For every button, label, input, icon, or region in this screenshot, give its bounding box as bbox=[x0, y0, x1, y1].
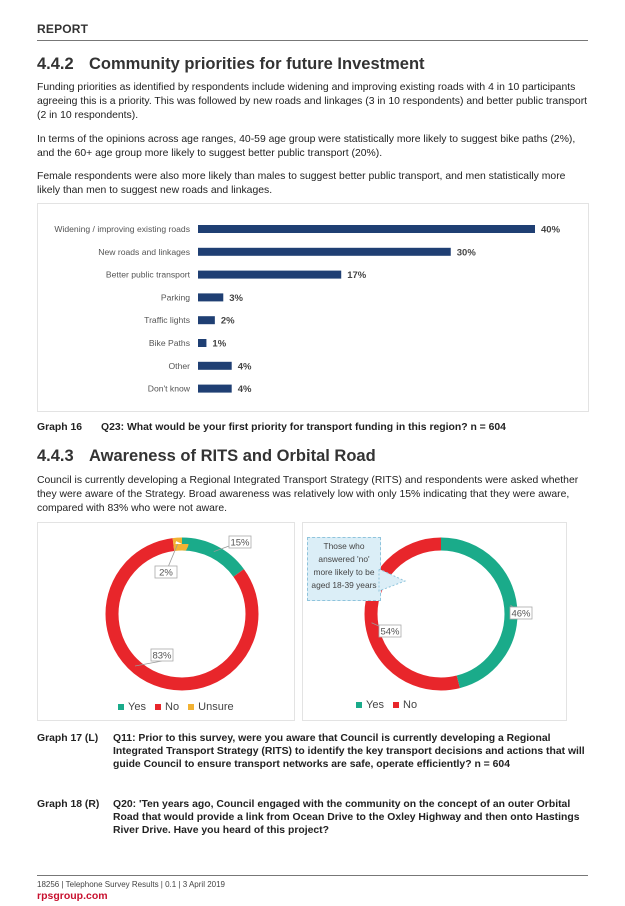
footer-website-link[interactable]: rpsgroup.com bbox=[37, 890, 108, 902]
footer-divider bbox=[37, 875, 588, 876]
bar-value-label: 4% bbox=[237, 361, 252, 373]
legend-no-label: No bbox=[165, 701, 180, 713]
bar-value-label: 17% bbox=[347, 270, 367, 282]
legend-swatch-yes bbox=[356, 702, 362, 708]
graph18-text: Q20: 'Ten years ago, Council engaged with the community on the concept of an outer Orbital Road that would provide a link from Ocean Drive to the Oxley Highway and then onto Hastings River Drive. Have you heard of this project? bbox=[113, 799, 580, 836]
bar-category-label: Other bbox=[168, 360, 190, 371]
section-title: Awareness of RITS and Orbital Road bbox=[89, 447, 376, 465]
legend-unsure-label: Unsure bbox=[198, 701, 234, 713]
bar bbox=[198, 271, 341, 279]
graph17-text: Q11: Prior to this survey, were you aware that Council is currently developing a Regional Integrated Transport Strategy (RITS) to identify the key transport decisions and actions that will guide Council to ensure transport networks are safe, operate efficiently? n = 604 bbox=[113, 733, 585, 770]
bar bbox=[198, 248, 451, 256]
bar-value-label: 40% bbox=[541, 224, 561, 236]
priority-bar-chart bbox=[38, 204, 588, 411]
footer-text: 18256 | Telephone Survey Results | 0.1 | 3 April 2019 bbox=[37, 880, 225, 889]
callout-annotation: Those who answered 'no' more likely to be aged 18-39 years bbox=[307, 537, 381, 601]
bar-value-label: 3% bbox=[229, 292, 244, 304]
left-legend bbox=[118, 701, 240, 713]
bar bbox=[198, 339, 206, 347]
legend-unsure bbox=[188, 701, 233, 713]
bar-category-label: Bike Paths bbox=[148, 338, 190, 348]
bar-category-label: Parking bbox=[160, 292, 190, 303]
callout-pointer bbox=[373, 569, 407, 593]
data-label: 15% bbox=[230, 537, 250, 549]
graph18-caption bbox=[37, 798, 589, 840]
donut-right-panel bbox=[302, 522, 567, 721]
bar-value-label: 4% bbox=[237, 384, 252, 396]
bar bbox=[198, 362, 232, 370]
bar bbox=[198, 293, 223, 301]
legend-no bbox=[155, 701, 179, 713]
data-label: 83% bbox=[152, 650, 172, 662]
bar-category-label: Traffic lights bbox=[144, 315, 190, 326]
section2-paragraph: Council is currently developing a Regional Integrated Transport Strategy (RITS) and respondents were asked whether they were aware of the Strategy. Broad awareness was relatively low with only 15% indicating that they were aware, compared with 83% who were not aware. bbox=[37, 475, 579, 514]
legend-yes bbox=[356, 699, 384, 711]
graph16-text: Q23: What would be your first priority for transport funding in this region? n = 604 bbox=[101, 422, 506, 433]
legend-swatch-no bbox=[393, 702, 399, 708]
right-legend bbox=[356, 699, 423, 711]
bar-category-label: Better public transport bbox=[105, 269, 190, 280]
bar-value-label: 30% bbox=[456, 247, 476, 259]
graph17-label: Graph 17 (L) bbox=[37, 733, 99, 744]
graph16-label: Graph 16 bbox=[37, 422, 83, 433]
bar-category-label: Don't know bbox=[147, 383, 190, 394]
bar bbox=[198, 225, 535, 233]
donut-left-panel bbox=[37, 522, 295, 721]
legend-yes bbox=[118, 701, 146, 713]
legend-no-label: No bbox=[403, 699, 418, 711]
section-number: 4.4.2 bbox=[37, 55, 74, 73]
section1-paragraph-1: Funding priorities as identified by respondents include widening and improving existing roads with 4 in 10 participants agreeing this is a priority. This was followed by new roads and linkages (3 in 10 respondents) and better public transport (2 in 10 respondents). bbox=[37, 82, 588, 121]
graph17-caption bbox=[37, 732, 589, 788]
bar-value-label: 2% bbox=[220, 315, 235, 327]
data-label: 54% bbox=[380, 626, 400, 638]
section1-paragraph-3: Female respondents were also more likely than males to suggest better public transport, and men statistically more likely than men to suggest new roads and linkages. bbox=[37, 171, 566, 196]
rits-awareness-donut bbox=[38, 523, 294, 697]
graph16-caption bbox=[37, 421, 589, 435]
legend-swatch-yes bbox=[118, 704, 124, 710]
data-label: 46% bbox=[511, 608, 531, 620]
section-heading-4-4-2 bbox=[37, 55, 425, 74]
bar bbox=[198, 316, 215, 324]
section-title: Community priorities for future Investment bbox=[89, 55, 425, 73]
graph18-label: Graph 18 (R) bbox=[37, 799, 100, 810]
section-number: 4.4.3 bbox=[37, 447, 74, 465]
bar-value-label: 1% bbox=[212, 338, 227, 350]
legend-yes-label: Yes bbox=[366, 699, 384, 711]
report-label: REPORT bbox=[37, 22, 89, 36]
legend-no bbox=[393, 699, 417, 711]
legend-swatch-no bbox=[155, 704, 161, 710]
bar-category-label: Widening / improving existing roads bbox=[54, 224, 190, 234]
legend-yes-label: Yes bbox=[128, 701, 146, 713]
bar-category-label: New roads and linkages bbox=[98, 246, 190, 257]
section1-paragraph-2: In terms of the opinions across age ranges, 40-59 age group were statistically more likely to suggest bike paths (2%), and the 60+ age group more likely to suggest better public transport (20%). bbox=[37, 134, 576, 159]
bar bbox=[198, 385, 232, 393]
data-label: 2% bbox=[159, 567, 173, 579]
section-heading-4-4-3 bbox=[37, 447, 376, 466]
bar-chart-panel bbox=[37, 203, 589, 412]
legend-swatch-unsure bbox=[188, 704, 194, 710]
header-divider bbox=[37, 40, 588, 41]
